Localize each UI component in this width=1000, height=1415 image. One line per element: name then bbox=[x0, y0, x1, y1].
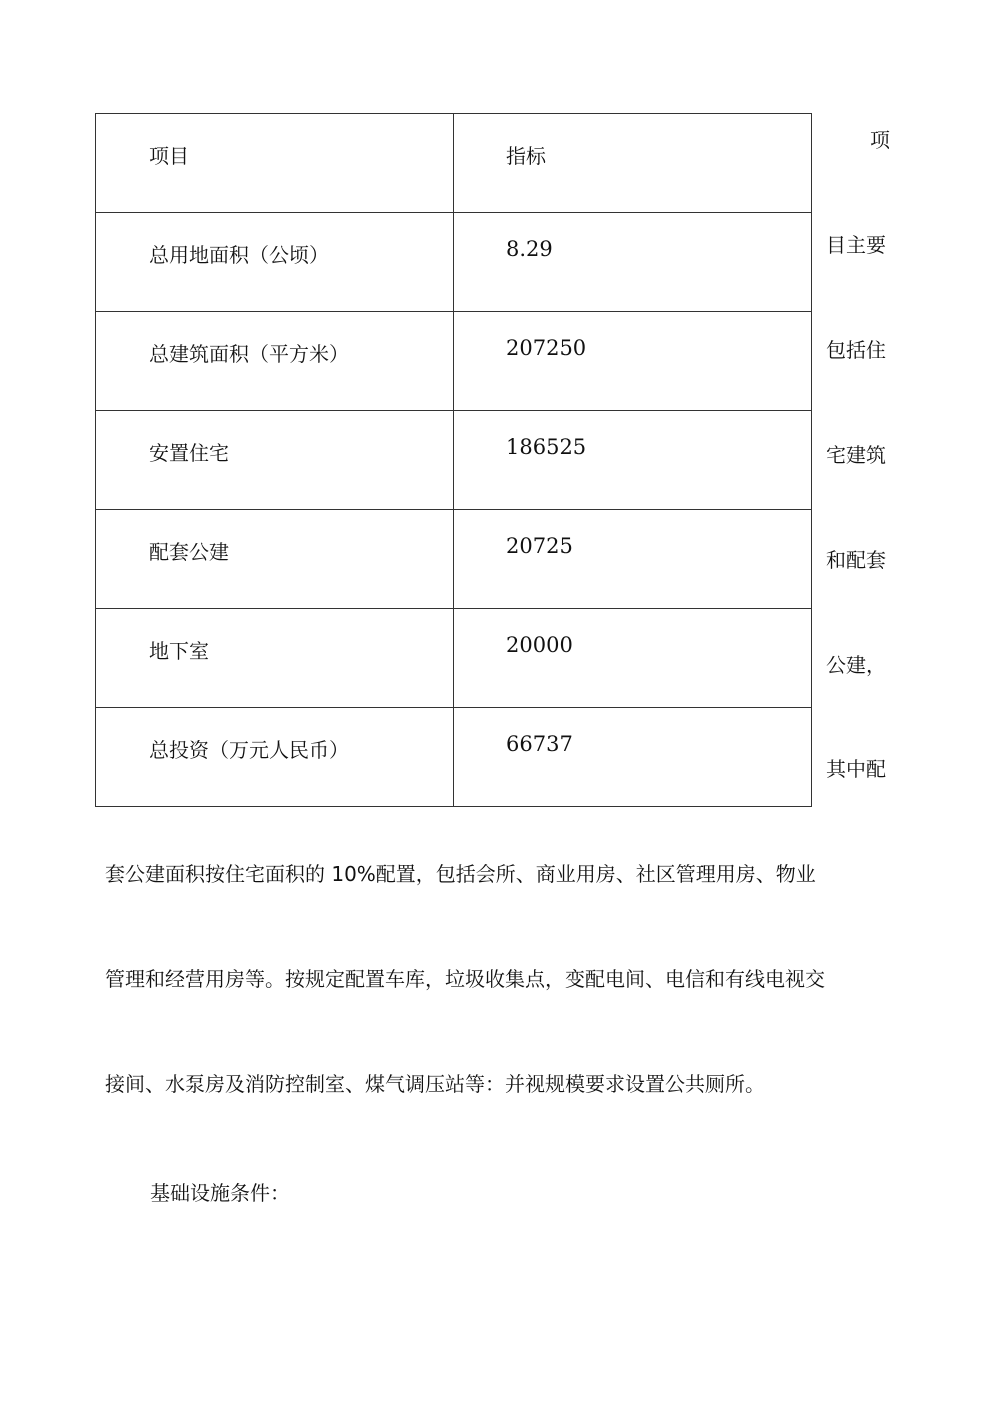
header-value-label: 指标 bbox=[506, 144, 546, 168]
indicator-table bbox=[95, 113, 812, 807]
row-value: 66737 bbox=[506, 732, 573, 756]
side-text-line: 其中配 bbox=[826, 757, 886, 781]
table-row bbox=[96, 312, 812, 411]
paragraph-line: 管理和经营用房等。按规定配置车库，垃圾收集点，变配电间、电信和有线电视交 bbox=[105, 967, 825, 991]
side-text-line: 公建， bbox=[826, 653, 886, 677]
header-item-label: 项目 bbox=[149, 144, 189, 168]
side-text-line: 包括住 bbox=[826, 338, 886, 362]
table-row bbox=[96, 609, 812, 708]
side-text-line: 和配套 bbox=[826, 548, 886, 572]
table-cell bbox=[96, 411, 454, 510]
table-row bbox=[96, 510, 812, 609]
table-row bbox=[96, 411, 812, 510]
table-cell bbox=[96, 312, 454, 411]
table-cell bbox=[454, 708, 812, 807]
row-item-label: 配套公建 bbox=[149, 540, 229, 564]
row-item-label: 地下室 bbox=[149, 639, 209, 663]
table-row bbox=[96, 708, 812, 807]
row-value: 8.29 bbox=[506, 237, 553, 261]
table-cell bbox=[96, 708, 454, 807]
table-cell bbox=[96, 609, 454, 708]
side-text-line: 目主要 bbox=[826, 233, 886, 257]
row-item-label: 总投资（万元人民币） bbox=[149, 738, 349, 762]
side-text-line: 项 bbox=[870, 128, 890, 152]
table-row bbox=[96, 213, 812, 312]
table-cell bbox=[96, 510, 454, 609]
row-item-label: 安置住宅 bbox=[149, 441, 229, 465]
row-item-label: 总用地面积（公顷） bbox=[149, 243, 329, 267]
table-header-cell bbox=[96, 114, 454, 213]
row-value: 186525 bbox=[506, 435, 587, 459]
side-text-line: 宅建筑 bbox=[826, 443, 886, 467]
section-heading: 基础设施条件： bbox=[150, 1181, 290, 1205]
table-cell bbox=[454, 312, 812, 411]
row-value: 20725 bbox=[506, 534, 573, 558]
table-cell bbox=[454, 510, 812, 609]
table-header-cell bbox=[454, 114, 812, 213]
table-cell bbox=[454, 411, 812, 510]
paragraph-line: 接间、水泵房及消防控制室、煤气调压站等：并视规模要求设置公共厕所。 bbox=[105, 1072, 765, 1096]
row-value: 20000 bbox=[506, 633, 573, 657]
table-cell bbox=[96, 213, 454, 312]
table-cell bbox=[454, 213, 812, 312]
row-item-label: 总建筑面积（平方米） bbox=[149, 342, 349, 366]
table-cell bbox=[454, 609, 812, 708]
table-header-row bbox=[96, 114, 812, 213]
row-value: 207250 bbox=[506, 336, 587, 360]
paragraph-line: 套公建面积按住宅面积的 10%配置，包括会所、商业用房、社区管理用房、物业 bbox=[105, 862, 816, 886]
